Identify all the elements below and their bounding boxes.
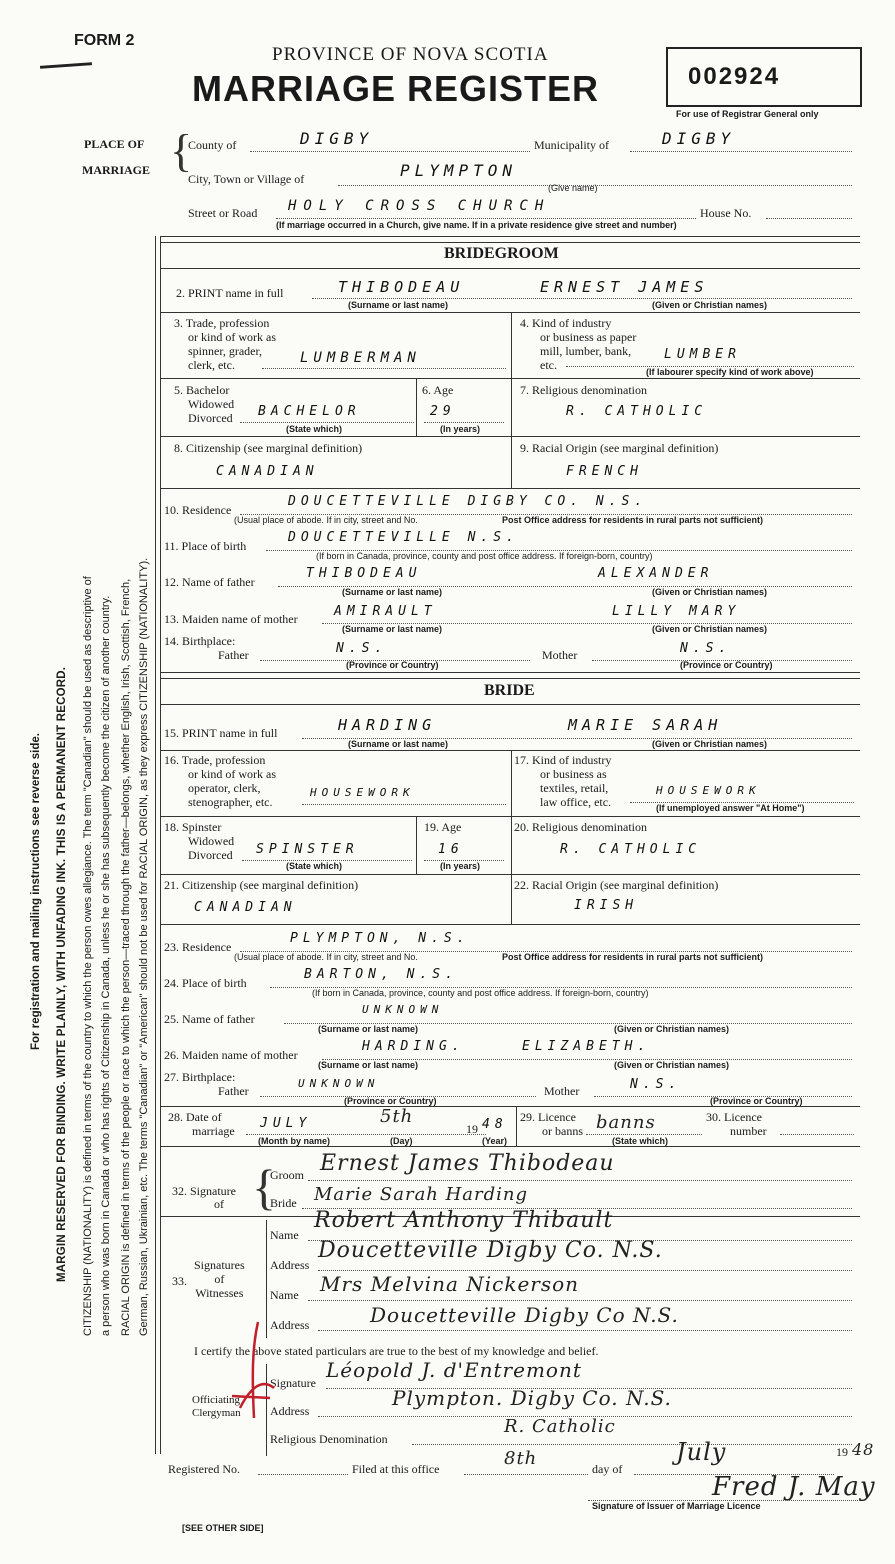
filed-year: 48 bbox=[852, 1440, 875, 1459]
groom-trade: LUMBERMAN bbox=[300, 350, 421, 366]
groom-citizenship: CANADIAN bbox=[216, 464, 319, 479]
bride-mother-surname-note: (Surname or last name) bbox=[318, 1060, 419, 1070]
f15-label: 15. PRINT name in full bbox=[164, 726, 278, 740]
bride-residence-note: (Usual place of abode. If in city, street and No. bbox=[234, 952, 418, 962]
bride-mother-surname: HARDING. bbox=[362, 1039, 465, 1054]
bride-trade: HOUSEWORK bbox=[310, 786, 415, 799]
bride-citizenship: CANADIAN bbox=[194, 900, 297, 915]
groom-father-surname: THIBODEAU bbox=[306, 566, 422, 581]
f24-label: 24. Place of birth bbox=[164, 976, 247, 990]
father-surname-note: (Surname or last name) bbox=[342, 587, 443, 597]
bride-mother-given-note: (Given or Christian names) bbox=[614, 1060, 730, 1070]
marriage-day: 5th bbox=[380, 1106, 414, 1127]
f3-label: 3. Trade, profession or kind of work as spinner, grader, clerk, etc. bbox=[174, 316, 276, 372]
f9-label: 9. Racial Origin (see marginal definition) bbox=[520, 441, 719, 455]
mother-surname-note: (Surname or last name) bbox=[342, 624, 443, 634]
groom-mother-given: LILLY MARY bbox=[612, 604, 741, 619]
f8-label: 8. Citizenship (see marginal definition) bbox=[174, 441, 363, 455]
bride-father-given-note: (Given or Christian names) bbox=[614, 1024, 730, 1034]
groom-father-birthplace: N.S. bbox=[336, 641, 388, 656]
bride-father-birthplace: UNKNOWN bbox=[298, 1077, 380, 1090]
birthplace-note: (If born in Canada, province, county and post office address. If foreign-born, country) bbox=[316, 551, 653, 561]
f32-of: of bbox=[214, 1197, 224, 1211]
witness2-address-label: Address bbox=[270, 1318, 310, 1332]
f11-label: 11. Place of birth bbox=[164, 539, 247, 553]
municipality-value: DIGBY bbox=[662, 129, 736, 148]
f22-label: 22. Racial Origin (see marginal definition) bbox=[514, 878, 719, 892]
f5-label: 5. Bachelor Widowed Divorced bbox=[174, 383, 235, 425]
f27-label: 27. Birthplace: bbox=[164, 1070, 236, 1084]
brace-icon: { bbox=[252, 1159, 276, 1215]
f6-label: 6. Age bbox=[422, 383, 454, 397]
house-label: House No. bbox=[700, 206, 752, 220]
day-of-label: day of bbox=[592, 1462, 623, 1476]
groom-state-note: (State which) bbox=[286, 424, 343, 434]
clergy-signature-label: Signature bbox=[270, 1376, 316, 1390]
province-note-1: (Province or Country) bbox=[346, 660, 439, 670]
bride-mother-birthplace-label: Mother bbox=[544, 1084, 580, 1098]
bride-residence-note-b: Post Office address for residents in rural parts not sufficient) bbox=[502, 952, 764, 962]
bride-state-note: (State which) bbox=[286, 861, 343, 871]
street-label: Street or Road bbox=[188, 206, 258, 220]
groom-surname: THIBODEAU bbox=[338, 278, 465, 296]
f10-label: 10. Residence bbox=[164, 503, 232, 517]
bride-age: 16 bbox=[438, 842, 464, 857]
witness1-name: Robert Anthony Thibault bbox=[314, 1208, 614, 1233]
year-note: (Year) bbox=[482, 1136, 508, 1146]
see-other-side: [SEE OTHER SIDE] bbox=[182, 1523, 264, 1533]
bride-section-title: BRIDE bbox=[484, 682, 535, 699]
clergy-signature: Léopold J. d'Entremont bbox=[326, 1358, 582, 1382]
bride-mother-birthplace: N.S. bbox=[630, 1077, 682, 1092]
f16-label: 16. Trade, profession or kind of work as operator, clerk, stenographer, etc. bbox=[164, 753, 276, 809]
groom-age: 29 bbox=[430, 404, 456, 419]
father-birthplace-label: Father bbox=[218, 648, 249, 662]
witness1-address: Doucetteville Digby Co. N.S. bbox=[318, 1238, 663, 1263]
register-number: 002924 bbox=[688, 63, 781, 90]
witnesses-label: Signatures of Witnesses bbox=[194, 1258, 245, 1300]
f28-label: 28. Date of marriage bbox=[168, 1110, 235, 1138]
bride-surname-note: (Surname or last name) bbox=[348, 739, 449, 749]
groom-given: ERNEST JAMES bbox=[540, 278, 709, 296]
issuer-label: Signature of Issuer of Marriage Licence bbox=[592, 1501, 761, 1511]
groom-state: BACHELOR bbox=[258, 404, 361, 419]
province-note-2: (Province or Country) bbox=[680, 660, 773, 670]
groom-residence: DOUCETTEVILLE DIGBY CO. N.S. bbox=[288, 494, 648, 509]
f7-label: 7. Religious denomination bbox=[520, 383, 647, 397]
bride-province-note-2: (Province or Country) bbox=[710, 1096, 803, 1106]
groom-sig-label: Groom bbox=[270, 1168, 304, 1182]
county-label: County of bbox=[188, 138, 237, 152]
f2-label: 2. PRINT name in full bbox=[176, 286, 284, 300]
bride-father-surname-note: (Surname or last name) bbox=[318, 1024, 419, 1034]
groom-mother-surname: AMIRAULT bbox=[334, 604, 437, 619]
f25-label: 25. Name of father bbox=[164, 1012, 255, 1026]
marriage-month: JULY bbox=[260, 1116, 312, 1131]
bride-surname: HARDING bbox=[338, 716, 437, 734]
clergy-religion: R. Catholic bbox=[504, 1416, 616, 1437]
f17-note: (If unemployed answer "At Home") bbox=[656, 803, 805, 813]
place-label-2: MARRIAGE bbox=[82, 163, 150, 177]
f32-label: 32. Signature bbox=[172, 1184, 236, 1198]
city-label: City, Town or Village of bbox=[188, 172, 305, 186]
bride-religion: R. CATHOLIC bbox=[560, 842, 702, 857]
f23-label: 23. Residence bbox=[164, 940, 232, 954]
bride-mother-given: ELIZABETH. bbox=[522, 1039, 651, 1054]
province-title: PROVINCE OF NOVA SCOTIA bbox=[272, 44, 549, 65]
margin-line-1: For registration and mailing instructions see reverse side. bbox=[30, 733, 42, 1050]
f29-note: (State which) bbox=[612, 1136, 669, 1146]
licence-or-banns-value: banns bbox=[596, 1112, 656, 1133]
f13-label: 13. Maiden name of mother bbox=[164, 612, 298, 626]
form-label: FORM 2 bbox=[74, 32, 135, 49]
groom-father-given: ALEXANDER bbox=[598, 566, 714, 581]
filed-day: 8th bbox=[504, 1448, 538, 1469]
bride-residence: PLYMPTON, N.S. bbox=[290, 931, 470, 946]
f19-label: 19. Age bbox=[424, 820, 462, 834]
issuer-signature: Fred J. May bbox=[712, 1472, 876, 1502]
groom-section-title: BRIDEGROOM bbox=[444, 245, 559, 262]
residence-note: (Usual place of abode. If in city, street and No. bbox=[234, 515, 418, 525]
margin-line-2: MARGIN RESERVED FOR BINDING. WRITE PLAINLY, WITH UNFADING INK. THIS IS A PERMANENT RECORD. bbox=[56, 666, 68, 1282]
groom-mother-birthplace: N.S. bbox=[680, 641, 732, 656]
groom-given-note: (Given or Christian names) bbox=[652, 300, 768, 310]
f12-label: 12. Name of father bbox=[164, 575, 255, 589]
bride-sig-label: Bride bbox=[270, 1196, 297, 1210]
margin-line-3: CITIZENSHIP (NATIONALITY) is defined in terms of the country to which the person owes allegiance. The term "Canadian" should be used as descriptive of bbox=[82, 576, 94, 1336]
margin-pen-mark bbox=[40, 62, 92, 69]
bride-industry: HOUSEWORK bbox=[656, 784, 761, 797]
registered-no-label: Registered No. bbox=[168, 1462, 240, 1476]
street-note: (If marriage occurred in a Church, give name. If in a private residence give street and number) bbox=[276, 220, 677, 230]
marriage-year: 48 bbox=[482, 1117, 508, 1132]
bride-given: MARIE SARAH bbox=[568, 716, 723, 734]
margin-line-5: RACIAL ORIGIN is defined in terms of the people or race to which the person—traced through the father—belongs, whether English, Irish, Scottish, French, bbox=[120, 578, 132, 1336]
mother-birthplace-label: Mother bbox=[542, 648, 578, 662]
residence-note-b: Post Office address for residents in rural parts not sufficient) bbox=[502, 515, 764, 525]
bride-state: SPINSTER bbox=[256, 842, 359, 857]
city-note: (Give name) bbox=[548, 183, 598, 193]
bride-province-note-1: (Province or Country) bbox=[344, 1096, 437, 1106]
groom-racial-origin: FRENCH bbox=[566, 464, 643, 479]
clergy-address-label: Address bbox=[270, 1404, 310, 1418]
bride-birthplace-note: (If born in Canada, province, county and post office address. If foreign-born, country) bbox=[312, 988, 649, 998]
bride-age-note: (In years) bbox=[440, 861, 481, 871]
municipality-label: Municipality of bbox=[534, 138, 609, 152]
f30-label: 30. Licence number bbox=[706, 1110, 767, 1138]
witness1-name-label: Name bbox=[270, 1228, 299, 1242]
groom-age-note: (In years) bbox=[440, 424, 481, 434]
certify-statement: I certify the above stated particulars are true to the best of my knowledge and belief. bbox=[194, 1344, 599, 1358]
marriage-year-prefix: 19 bbox=[466, 1122, 478, 1136]
religious-denomination-label: Religious Denomination bbox=[270, 1432, 388, 1446]
groom-industry: LUMBER bbox=[664, 347, 741, 362]
bride-father-surname: UNKNOWN bbox=[362, 1003, 444, 1016]
witness1-address-label: Address bbox=[270, 1258, 310, 1272]
place-label-1: PLACE OF bbox=[84, 137, 145, 151]
bride-birthplace: BARTON, N.S. bbox=[304, 967, 458, 982]
filed-month: July bbox=[676, 1438, 727, 1466]
bride-father-birthplace-label: Father bbox=[218, 1084, 249, 1098]
month-note: (Month by name) bbox=[258, 1136, 330, 1146]
margin-line-6: German, Russian, Ukrainian, etc. The terms "Canadian" or "American" should not be used for RACIAL ORIGIN, as they express CITIZENSHIP (NATIONALITY). bbox=[138, 557, 150, 1336]
groom-birthplace: DOUCETTEVILLE N.S. bbox=[288, 530, 519, 545]
f14-label: 14. Birthplace: bbox=[164, 634, 236, 648]
page-title: MARRIAGE REGISTER bbox=[192, 68, 600, 109]
f21-label: 21. Citizenship (see marginal definition) bbox=[164, 878, 359, 892]
f18-label: 18. Spinster Widowed Divorced bbox=[164, 820, 235, 862]
brace-icon: { bbox=[170, 125, 193, 176]
f20-label: 20. Religious denomination bbox=[514, 820, 647, 834]
witness2-name: Mrs Melvina Nickerson bbox=[320, 1272, 580, 1296]
mother-given-note: (Given or Christian names) bbox=[652, 624, 768, 634]
f4-note: (If labourer specify kind of work above) bbox=[646, 367, 814, 377]
bride-racial-origin: IRISH bbox=[574, 898, 639, 913]
clergy-address: Plympton. Digby Co. N.S. bbox=[392, 1386, 672, 1410]
filed-label: Filed at this office bbox=[352, 1462, 440, 1476]
bride-signature: Marie Sarah Harding bbox=[314, 1184, 529, 1205]
red-correction-mark bbox=[222, 1318, 282, 1438]
father-given-note: (Given or Christian names) bbox=[652, 587, 768, 597]
f17-label: 17. Kind of industry or business as textiles, retail, law office, etc. bbox=[514, 753, 612, 809]
witness2-address: Doucetteville Digby Co N.S. bbox=[370, 1303, 679, 1327]
f33-label: 33. bbox=[172, 1274, 187, 1288]
groom-signature: Ernest James Thibodeau bbox=[320, 1151, 615, 1176]
f29-label: 29. Licence or banns bbox=[520, 1110, 583, 1138]
city-value: PLYMPTON bbox=[400, 161, 518, 180]
county-value: DIGBY bbox=[300, 129, 374, 148]
bride-given-note: (Given or Christian names) bbox=[652, 739, 768, 749]
officiating-label: Officiating Clergyman bbox=[192, 1394, 241, 1419]
street-value: HOLY CROSS CHURCH bbox=[288, 198, 551, 214]
registrar-note: For use of Registrar General only bbox=[676, 109, 819, 119]
f26-label: 26. Maiden name of mother bbox=[164, 1048, 298, 1062]
filed-year-prefix: 19 bbox=[836, 1445, 848, 1459]
f4-label: 4. Kind of industry or business as paper mill, lumber, bank, etc. bbox=[520, 316, 637, 372]
day-note: (Day) bbox=[390, 1136, 413, 1146]
witness2-name-label: Name bbox=[270, 1288, 299, 1302]
groom-religion: R. CATHOLIC bbox=[566, 404, 708, 419]
margin-line-4: a person who was born in Canada or who has rights of Citizenship in Canada, unless he or she has subsequently become the citizen of another country. bbox=[100, 595, 112, 1336]
groom-surname-note: (Surname or last name) bbox=[348, 300, 449, 310]
